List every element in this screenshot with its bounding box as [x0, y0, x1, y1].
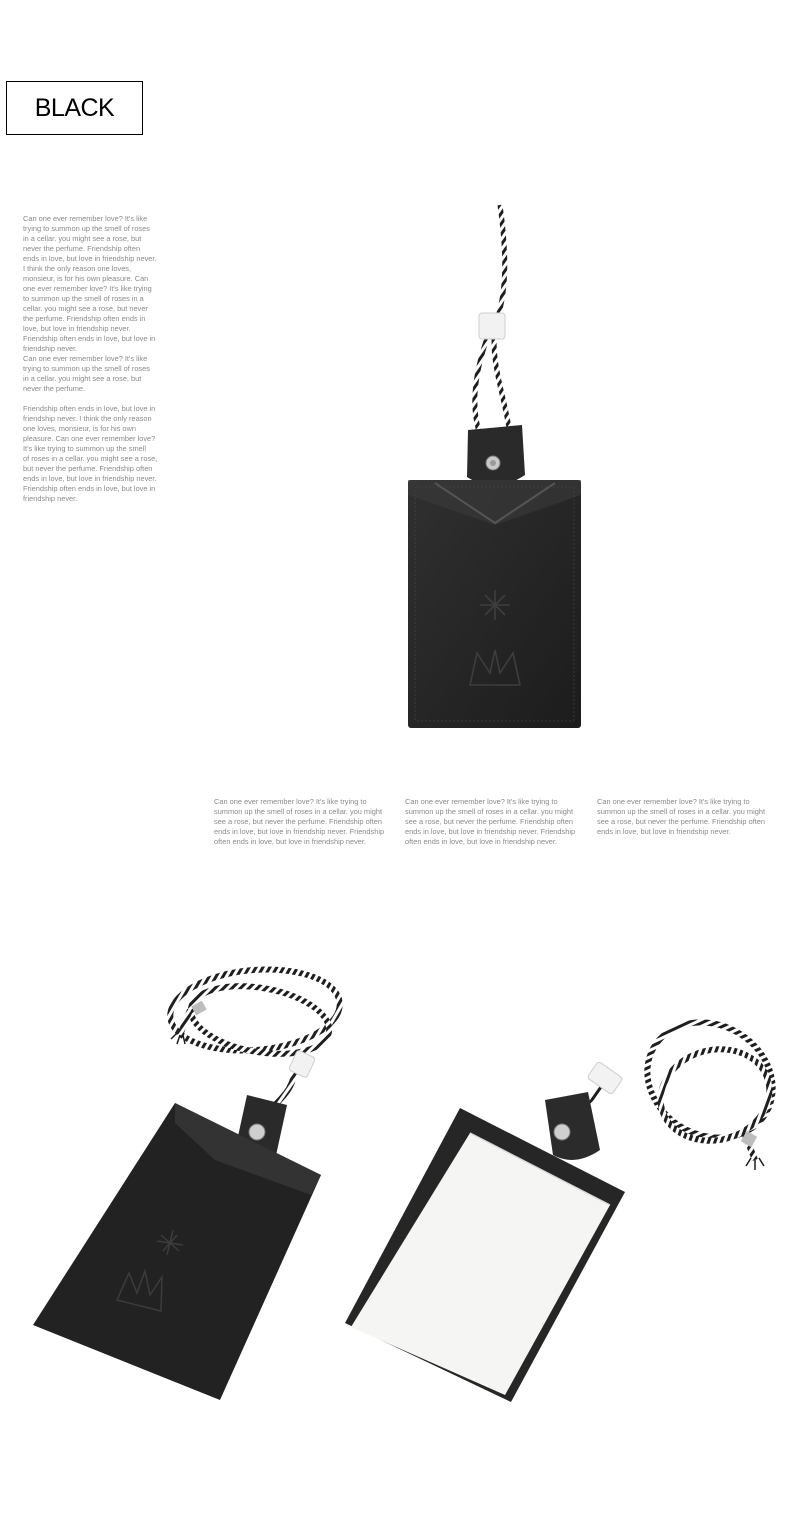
product-photo-front	[395, 195, 595, 735]
product-photo-front-and-back	[25, 955, 785, 1410]
color-option-label: BLACK	[34, 93, 115, 122]
caption-column-2: Can one ever remember love? It's like trying to summon up the smell of roses in a cellar. you might see a rose, but never the perfume. Friendship often ends in love, but love in friendship never. Friendship often ends in love, but love in friendship never.	[405, 797, 576, 846]
caption-column-1: Can one ever remember love? It's like trying to summon up the smell of roses in a cellar. you might see a rose, but never the perfume. Friendship often ends in love, but love in friendship never. Friendship often ends in love, but love in friendship never.	[214, 797, 385, 846]
caption-column-3: Can one ever remember love? It's like trying to summon up the smell of roses in a cellar. you might see a rose, but never the perfume. Friendship often ends in love, but love in friendship never.	[597, 797, 766, 836]
color-option-box	[6, 81, 143, 135]
black-case-front	[33, 963, 343, 1400]
side-description-text: Can one ever remember love? It's like trying to summon up the smell of roses in a cellar. you might see a rose, but never the perfume. Friendship often ends in love, but love in friendship never. I think the only reason one loves, monsieur, is for his own pleasure. Can one ever remember love? It's like trying to summon up the smell of roses in a cellar. you might see a rose, but never the perfume. Friendship often ends in love, but love in friendship never. Friendship often ends in love, but love in friendship never. Can one ever remember love? It's like trying to summon up the smell of roses in a cellar. you might see a rose, but never the perfume. Friendship often ends in love, but love in friendship never. I think the only reason one loves, monsieur, is for his own pleasure. Can one ever remember love? It's like trying to summon up the smell of roses in a cellar. you might see a rose, but never the perfume. Friendship often ends in love, but love in friendship never. Friendship often ends in love, but love in friendship never.	[23, 214, 158, 503]
white-case-back	[345, 1000, 785, 1402]
